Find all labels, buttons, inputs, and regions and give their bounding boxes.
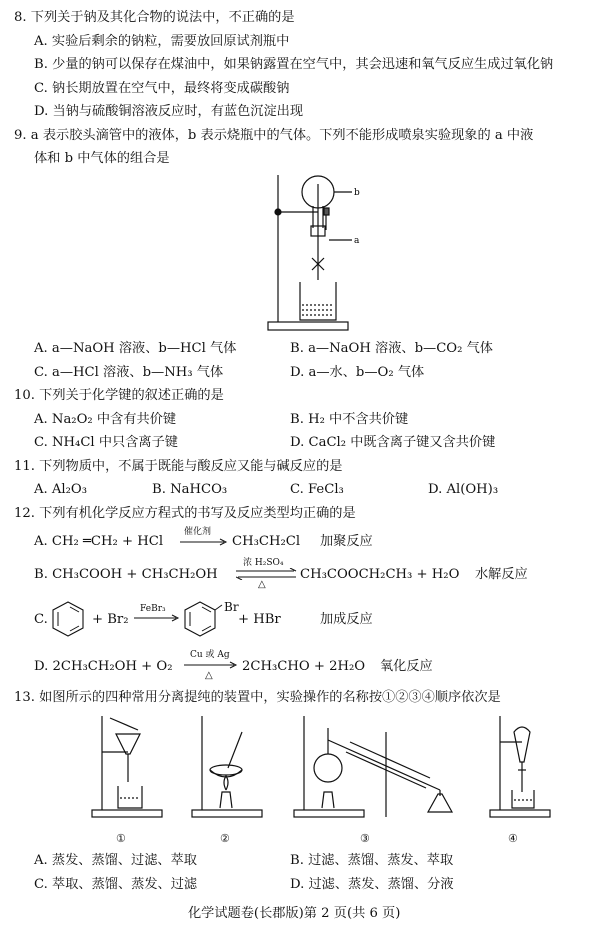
q12-b-reversible-arrow <box>236 568 298 580</box>
q12-b-reactants: B. CH₃COOH + CH₃CH₂OH <box>34 567 218 582</box>
q12-b-condition: 浓 H₂SO₄ <box>243 558 284 568</box>
fig-label-b: b <box>354 188 360 198</box>
q11-option-b: B. NaHCO₃ <box>152 482 228 497</box>
q12-a-reactants: A. CH₂ ═CH₂ + HCl <box>34 534 164 549</box>
q13-option-c: C. 萃取、蒸馏、蒸发、过滤 <box>34 877 198 892</box>
q12-c-products: + HBr <box>238 612 281 627</box>
evaporation-apparatus-figure <box>188 712 268 822</box>
q12-stem: 12. 下列有机化学反应方程式的书写及反应类型均正确的是 <box>14 506 356 521</box>
q12-d-heat-symbol: △ <box>205 670 213 681</box>
q12-c-label: C. <box>34 612 48 627</box>
q9-stem-line1: 9. a 表示胶头滴管中的液体，b 表示烧瓶中的气体。下列不能形成喷泉实验现象的 a 中液 <box>14 128 534 143</box>
filtration-apparatus-figure <box>88 712 168 822</box>
q10-stem: 10. 下列关于化学键的叙述正确的是 <box>14 388 224 403</box>
q8-option-b: B. 少量的钠可以保存在煤油中，如果钠露置在空气中，其会迅速和氧气反应生成过氧化钠 <box>34 57 554 72</box>
q12-d-condition: Cu 或 Ag <box>190 650 230 660</box>
q9-stem-line2: 体和 b 中气体的组合是 <box>34 151 170 166</box>
q8-option-c: C. 钠长期放置在空气中，最终将变成碳酸钠 <box>34 81 290 96</box>
q10-option-c: C. NH₄Cl 中只含离子键 <box>34 435 178 450</box>
fountain-apparatus-figure <box>260 170 390 335</box>
q9-option-d: D. a—水、b—O₂ 气体 <box>290 365 425 380</box>
q12-a-arrow <box>180 538 230 546</box>
q8-stem: 8. 下列关于钠及其化合物的说法中，不正确的是 <box>14 10 295 25</box>
q10-option-b: B. H₂ 中不含共价键 <box>290 412 409 427</box>
q12-c-arrow <box>134 614 182 622</box>
separatory-funnel-apparatus-figure <box>486 712 556 822</box>
q12-d-type: 氧化反应 <box>380 659 433 674</box>
q12-d-products: 2CH₃CHO + 2H₂O <box>242 659 366 674</box>
q13-caption-2: ② <box>220 832 230 845</box>
q12-b-products: CH₃COOCH₂CH₃ + H₂O <box>300 567 460 582</box>
q8-option-d: D. 当钠与硫酸铜溶液反应时，有蓝色沉淀出现 <box>34 104 304 119</box>
q12-c-type: 加成反应 <box>320 612 373 627</box>
q13-caption-3: ③ <box>360 832 370 845</box>
distillation-apparatus-figure <box>290 712 470 822</box>
q13-stem: 13. 如图所示的四种常用分离提纯的装置中，实验操作的名称按①②③④顺序依次是 <box>14 690 501 705</box>
q12-b-type: 水解反应 <box>475 567 528 582</box>
q12-a-products: CH₃CH₂Cl <box>232 534 301 549</box>
fig-label-a: a <box>354 236 360 246</box>
q12-c-reagent: + Br₂ <box>92 612 129 627</box>
q12-c-br-substituent: Br <box>224 600 239 614</box>
page-footer: 化学试题卷(长郡版)第 2 页(共 6 页) <box>188 906 401 921</box>
q12-c-condition: FeBr₃ <box>140 604 166 614</box>
benzene-ring-icon <box>50 600 86 638</box>
q13-option-a: A. 蒸发、蒸馏、过滤、萃取 <box>34 853 197 868</box>
q9-option-c: C. a—HCl 溶液、b—NH₃ 气体 <box>34 365 224 380</box>
q12-a-type: 加聚反应 <box>320 534 373 549</box>
q12-d-reactants: D. 2CH₃CH₂OH + O₂ <box>34 659 173 674</box>
q9-option-a: A. a—NaOH 溶液、b—HCl 气体 <box>34 341 237 356</box>
q13-caption-4: ④ <box>508 832 518 845</box>
q9-option-b: B. a—NaOH 溶液、b—CO₂ 气体 <box>290 341 493 356</box>
q12-b-heat-symbol: △ <box>258 579 266 590</box>
q12-a-condition: 催化剂 <box>184 527 212 537</box>
q11-option-d: D. Al(OH)₃ <box>428 482 499 497</box>
q11-stem: 11. 下列物质中，不属于既能与酸反应又能与碱反应的是 <box>14 459 343 474</box>
q11-option-a: A. Al₂O₃ <box>34 482 88 497</box>
q11-option-c: C. FeCl₃ <box>290 482 344 497</box>
q10-option-a: A. Na₂O₂ 中含有共价键 <box>34 412 177 427</box>
q8-option-a: A. 实验后剩余的钠粒，需要放回原试剂瓶中 <box>34 34 290 49</box>
q10-option-d: D. CaCl₂ 中既含离子键又含共价键 <box>290 435 496 450</box>
q13-caption-1: ① <box>116 832 126 845</box>
q13-option-d: D. 过滤、蒸发、蒸馏、分液 <box>290 877 454 892</box>
q13-option-b: B. 过滤、蒸馏、蒸发、萃取 <box>290 853 454 868</box>
